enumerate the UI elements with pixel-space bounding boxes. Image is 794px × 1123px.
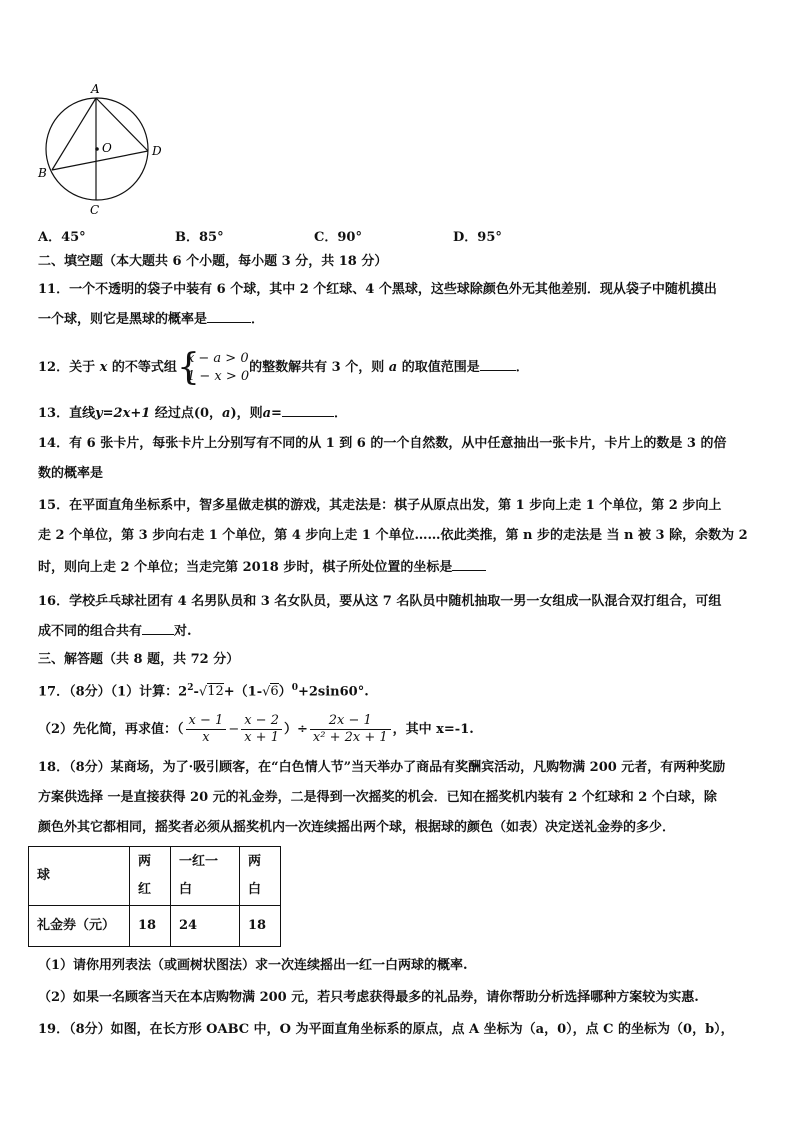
table-cell: 18 [240, 906, 281, 947]
sqrt-12: √12 [198, 684, 224, 700]
q19-line1: 19．（8分）如图，在长方形 OABC 中，O 为平面直角坐标系的原点，点 A 坐标为（a，0），点 C 的坐标为（0，b）， [38, 1022, 734, 1037]
label-a: A [91, 82, 100, 96]
table-row [29, 906, 281, 947]
option-a: A．45° [38, 230, 86, 245]
inequality-system: { x − a > 0 1 − x > 0 [176, 346, 250, 388]
q16-answer-blank [142, 622, 174, 635]
q11-line2: 一个球，则它是黑球的概率是 ． [38, 312, 265, 327]
q18-sub1: （1）请你用列表法（或画树状图法）求一次连续摇出一红一白两球的概率. [38, 958, 468, 973]
fraction-2: $\frac{x - 2}{x + 1}$ [241, 713, 282, 746]
q14-line2: 数的概率是 [38, 466, 104, 481]
sqrt-6: √6 [262, 684, 279, 700]
q15-line1: 15．在平面直角坐标系中，智多星做走棋的游戏，其走法是：棋子从原点出发，第 1 步向上走 1 个单位，第 2 步向上 [38, 498, 722, 513]
table-cell: 两 红 [130, 847, 171, 906]
segment-bd [52, 151, 148, 170]
q18-line2: 方案供选择 一是直接获得 20 元的礼金券，二是得到一次摇奖的机会．已知在摇奖机内装有 2 个红球和 2 个白球，除 [38, 790, 717, 805]
q11-line1: 11．一个不透明的袋子中装有 6 个球，其中 2 个红球、4 个黑球，这些球除颜色外无其他差别．现从袋子中随机摸出 [38, 282, 717, 297]
q11-answer-blank [207, 310, 251, 323]
center-dot [95, 147, 99, 151]
q15-line2: 走 2 个单位，第 3 步向右走 1 个单位，第 4 步向上走 1 个单位……依此类推，第 n 步的走法是 当 n 被 3 除，余数为 2 [38, 528, 748, 543]
table-row [29, 847, 281, 906]
label-d: D [152, 144, 162, 158]
fraction-1: $\frac{x - 1}{x}$ [186, 713, 227, 746]
fraction-3: $\frac{2x - 1}{\text{x² + 2x + 1}}$ [310, 713, 391, 746]
q17-part1: 17．（8分）（1）计算：$2^2-√12+(1-√6)^0+2\sin 60^\circ$. [38, 683, 369, 700]
prize-table [28, 846, 281, 947]
table-cell: 一红一 白 [171, 847, 240, 906]
q18-line3: 颜色外其它都相同，摇奖者必须从摇奖机内一次连续摇出两个球，根据球的颜色（如表）决定送礼金券的多少． [38, 820, 676, 835]
section3-title: 三、解答题（共 8 题，共 72 分） [38, 652, 240, 667]
table-header-ball: 球 [29, 847, 130, 906]
label-o: O [102, 141, 112, 155]
option-d: D．95° [453, 230, 502, 245]
option-c: C．90° [314, 230, 362, 245]
label-c: C [90, 203, 100, 217]
table-header-prize: 礼金券（元） [29, 906, 130, 947]
q12: 12．关于 x 的不等式组 { x − a > 0 1 − x > 0 的整数解共有 3 个，则 a 的取值范围是 ． [38, 346, 529, 388]
label-b: B [38, 166, 47, 180]
circle-figure [30, 78, 180, 218]
q15-answer-blank [452, 558, 486, 571]
table-cell: 24 [171, 906, 240, 947]
q16-line1: 16．学校乒乓球社团有 4 名男队员和 3 名女队员，要从这 7 名队员中随机抽取一男一女组成一队混合双打组合，可组 [38, 594, 722, 609]
q12-answer-blank [480, 358, 516, 371]
q14-line1: 14．有 6 张卡片，每张卡片上分别写有不同的从 1 到 6 的一个自然数，从中任意抽出一张卡片，卡片上的数是 3 的倍 [38, 436, 727, 451]
q18-line1: 18．（8分）某商场，为了·吸引顾客，在“白色情人节”当天举办了商品有奖酬宾活动，凡购物满 200 元者，有两种奖励 [38, 760, 726, 775]
table-cell: 两 白 [240, 847, 281, 906]
section2-title: 二、填空题（本大题共 6 个小题，每小题 3 分，共 18 分） [38, 254, 388, 269]
q16-line2: 成不同的组合共有 对. [38, 624, 192, 639]
q13: 13．直线y=2x+1 经过点(0，a)，则a= ． [38, 406, 347, 421]
q18-sub2: （2）如果一名顾客当天在本店购物满 200 元，若只考虑获得最多的礼品券，请你帮助分析选择哪种方案较为实惠. [38, 990, 699, 1005]
q15-line3: 时，则向上走 2 个单位；当走完第 2018 步时，棋子所处位置的坐标是 [38, 558, 486, 578]
segment-ab [52, 98, 96, 170]
q17-part2: （2）先化简，再求值：（ $\frac{x - 1}{x}$ − $\frac{x - 2}{x + 1}$ ）÷ $\frac{2x - 1}{\text{x² + 2x + 1}}$ ，其中 x=-1. [38, 713, 474, 745]
q13-answer-blank [282, 404, 334, 417]
table-cell: 18 [130, 906, 171, 947]
option-b: B．85° [175, 230, 224, 245]
